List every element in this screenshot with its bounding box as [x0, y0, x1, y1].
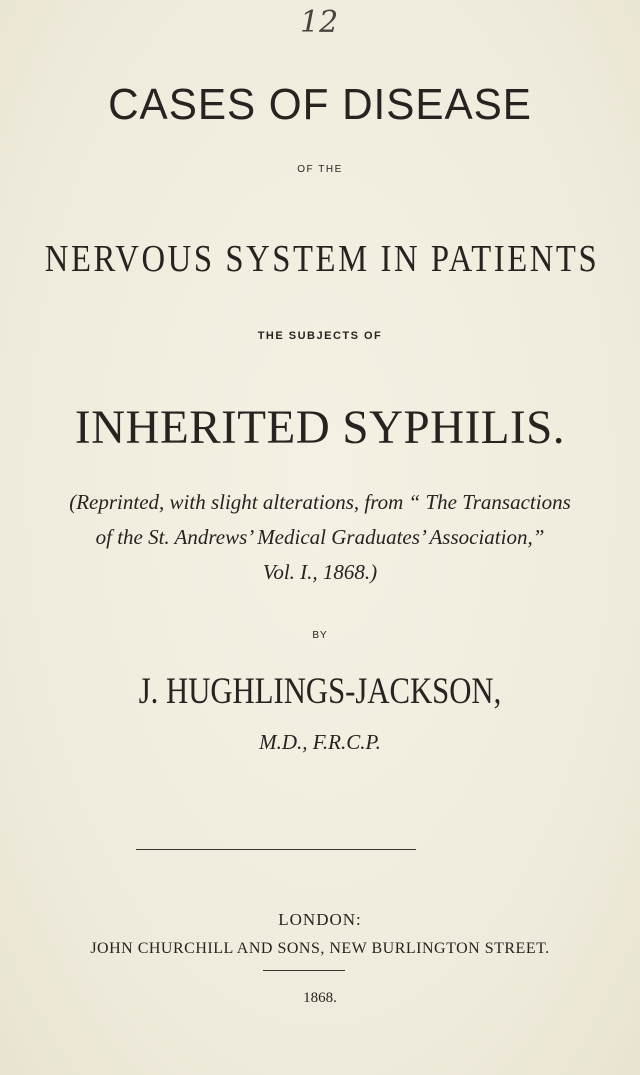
author-name: J. HUGHLINGS-JACKSON,	[138, 671, 502, 712]
title-line-2: OF THE	[297, 164, 343, 175]
by-label: BY	[312, 630, 328, 641]
reprint-note-line-1: (Reprinted, with slight alterations, from “ The Transactions	[69, 490, 571, 514]
author-credentials: M.D., F.R.C.P.	[259, 730, 381, 754]
short-divider-rule	[263, 970, 345, 971]
imprint-publisher: JOHN CHURCHILL AND SONS, NEW BURLINGTON STREET.	[90, 940, 550, 957]
reprint-note-line-3: Vol. I., 1868.)	[262, 560, 378, 584]
title-line-5: INHERITED SYPHILIS.	[74, 401, 566, 454]
title-line-1: CASES OF DISEASE	[108, 80, 532, 129]
handwritten-mark: 12	[300, 5, 339, 40]
title-line-3: NERVOUS SYSTEM IN PATIENTS	[44, 238, 600, 280]
reprint-note-line-2: of the St. Andrews’ Medical Graduates’ Association,”	[95, 525, 545, 549]
divider-rule	[136, 849, 416, 850]
title-line-4: THE SUBJECTS OF	[257, 330, 383, 342]
imprint-year: 1868.	[303, 990, 337, 1006]
imprint-city: LONDON:	[278, 910, 362, 929]
